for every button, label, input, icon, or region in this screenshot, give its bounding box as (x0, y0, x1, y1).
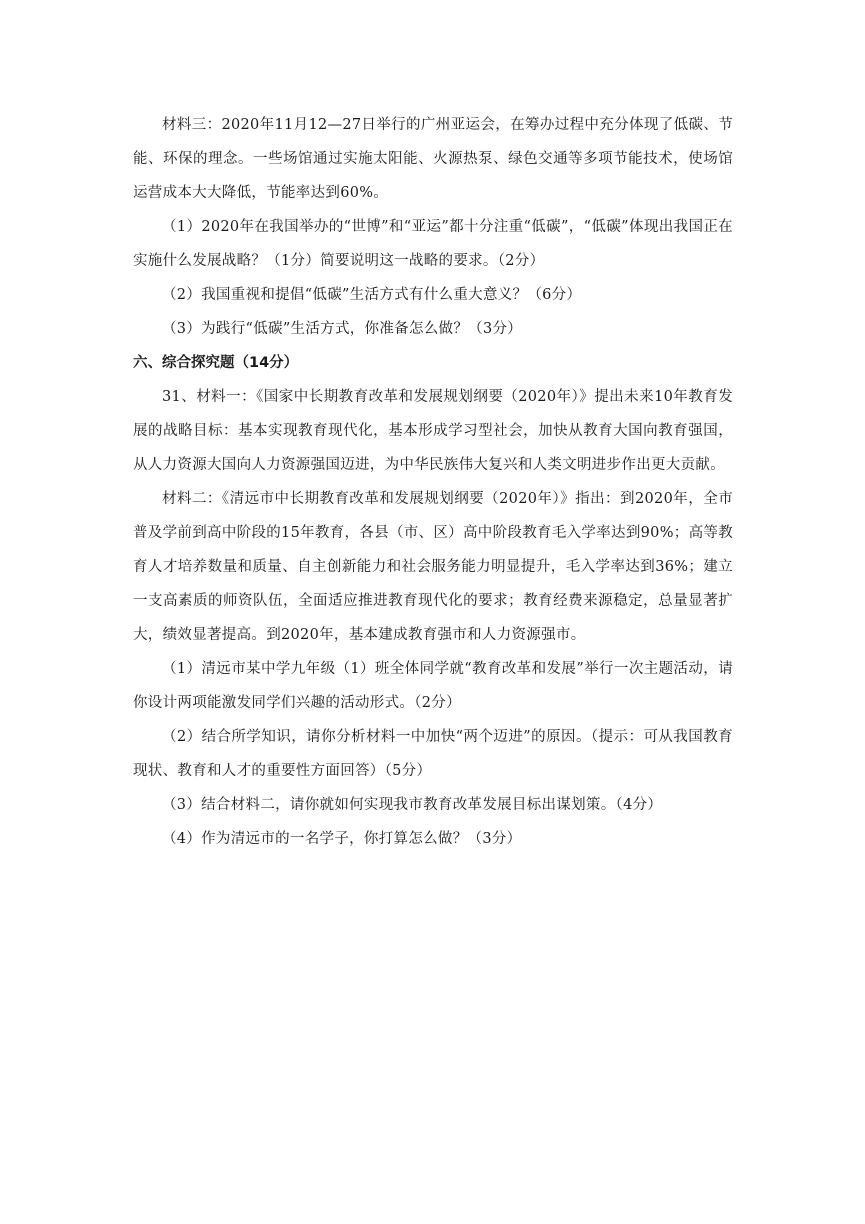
section-six-question-3: （3）结合材料二，请你就如何实现我市教育改革发展目标出谋划策。（4分） (162, 797, 663, 813)
section-six-question-2: （2）结合所学知识，请你分析材料一中加快“两个迈进”的原因。（提示：可从我国教育现状、教育和人才的重要性方面回答）（5分） (133, 729, 733, 779)
document-content (133, 108, 733, 856)
material-three-question-1: （1）2020年在我国举办的“世博”和“亚运”都十分注重“低碳”，“低碳”体现出我国正在实施什么发展战略？（1分）简要说明这一战略的要求。（2分） (133, 219, 733, 269)
section-six-question-1: （1）清远市某中学九年级（1）班全体同学就“教育改革和发展”举行一次主题活动，请你设计两项能激发同学们兴趣的活动形式。（2分） (133, 661, 733, 711)
material-three-paragraph: 材料三：2020年11月12—27日举行的广州亚运会，在筹办过程中充分体现了低碳、节能、环保的理念。一些场馆通过实施太阳能、火源热泵、绿色交通等多项节能技术，使场馆运营成本大大降低，节能率达到60%。 (133, 117, 733, 201)
section-six-heading: 六、综合探究题（14分） (133, 355, 299, 371)
material-three-question-3: （3）为践行“低碳”生活方式，你准备怎么做？（3分） (162, 321, 523, 337)
material-one-paragraph: 31、材料一：《国家中长期教育改革和发展规划纲要（2020年）》提出未来10年教育发展的战略目标：基本实现教育现代化，基本形成学习型社会，加快从教育大国向教育强国，从人力资源大国向人力资源强国迈进，为中华民族伟大复兴和人类文明进步作出更大贡献。 (133, 389, 733, 473)
material-two-paragraph: 材料二：《清远市中长期教育改革和发展规划纲要（2020年）》指出：到2020年，全市普及学前到高中阶段的15年教育，各县（市、区）高中阶段教育毛入学率达到90%；高等教育人才培养数量和质量、自主创新能力和社会服务能力明显提升，毛入学率达到36%；建立一支高素质的师资队伍，全面适应推进教育现代化的要求；教育经费来源稳定，总量显著扩大，绩效显著提高。到2020年，基本建成教育强市和人力资源强市。 (133, 491, 733, 643)
section-six-question-4: （4）作为清远市的一名学子，你打算怎么做？（3分） (162, 831, 522, 847)
material-three-question-2: （2）我国重视和提倡“低碳”生活方式有什么重大意义？（6分） (162, 287, 582, 303)
